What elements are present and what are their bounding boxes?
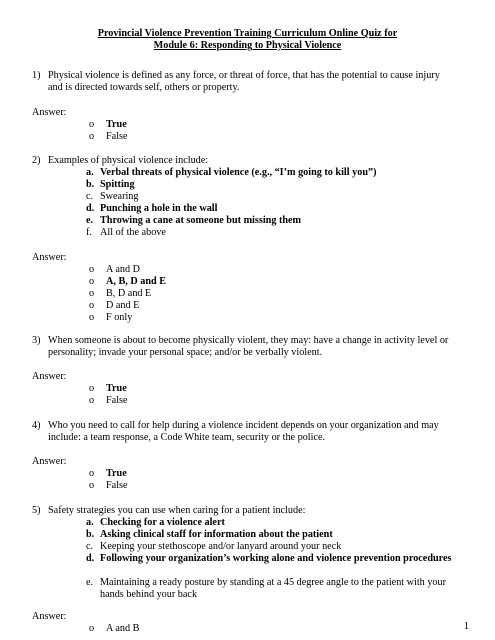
choice-text: Spitting bbox=[100, 179, 135, 190]
choice-text: Verbal threats of physical violence (e.g., “I’m going to kill you”) bbox=[100, 167, 377, 178]
question-5 bbox=[32, 505, 452, 517]
question-text: Physical violence is defined as any force, or threat of force, that has the potential to cause injury and is directed towards self, others or property. bbox=[48, 70, 440, 94]
option-label: True bbox=[106, 468, 127, 479]
option-label: False bbox=[106, 395, 128, 406]
choice-marker: e. bbox=[86, 215, 94, 226]
choice-item bbox=[86, 215, 456, 227]
page-number: 1 bbox=[463, 621, 469, 632]
choice-text: Asking clinical staff for information about the patient bbox=[100, 529, 333, 540]
option-bullet: o bbox=[89, 300, 95, 311]
option-label: False bbox=[106, 480, 128, 491]
choice-item bbox=[86, 167, 456, 179]
choice-marker: a. bbox=[86, 167, 94, 178]
answer-option[interactable] bbox=[89, 312, 132, 324]
answer-option[interactable] bbox=[89, 288, 151, 300]
option-label: F only bbox=[106, 312, 133, 323]
option-bullet: o bbox=[89, 623, 95, 634]
answer-label: Answer: bbox=[32, 611, 67, 622]
choice-text: Checking for a violence alert bbox=[100, 517, 225, 528]
option-label: True bbox=[106, 119, 127, 130]
option-label: A and B bbox=[106, 623, 140, 634]
choice-text: Punching a hole in the wall bbox=[100, 203, 218, 214]
choice-marker: f. bbox=[86, 227, 92, 238]
question-3 bbox=[32, 335, 452, 360]
answer-option[interactable] bbox=[89, 276, 166, 288]
option-label: False bbox=[106, 131, 128, 142]
answer-option[interactable] bbox=[89, 119, 127, 131]
option-bullet: o bbox=[89, 288, 95, 299]
answer-option[interactable] bbox=[89, 264, 140, 276]
document-title-line-1: Provincial Violence Prevention Training Curriculum Online Quiz for bbox=[97, 28, 398, 39]
choice-text: Keeping your stethoscope and/or lanyard around your neck bbox=[100, 541, 342, 552]
question-1 bbox=[32, 70, 452, 95]
choice-text: Throwing a cane at someone but missing them bbox=[100, 215, 302, 226]
choice-item bbox=[86, 529, 456, 541]
answer-option[interactable] bbox=[89, 468, 127, 480]
question-number: 2) bbox=[32, 155, 41, 166]
option-bullet: o bbox=[89, 131, 95, 142]
choice-item bbox=[86, 541, 456, 553]
option-bullet: o bbox=[89, 395, 95, 406]
choice-marker: a. bbox=[86, 517, 94, 528]
option-bullet: o bbox=[89, 480, 95, 491]
choice-item bbox=[86, 179, 456, 191]
choice-text: Swearing bbox=[100, 191, 139, 202]
choice-item bbox=[86, 191, 456, 203]
option-label: D and E bbox=[106, 300, 140, 311]
answer-label: Answer: bbox=[32, 456, 67, 467]
option-label: A and D bbox=[106, 264, 140, 275]
choice-text: Maintaining a ready posture by standing at a 45 degree angle to the patient with your hands behind your back bbox=[100, 577, 446, 601]
choice-marker: e. bbox=[86, 577, 94, 588]
answer-label: Answer: bbox=[32, 371, 67, 382]
choice-marker: c. bbox=[86, 541, 94, 552]
answer-label: Answer: bbox=[32, 252, 67, 263]
question-text: Examples of physical violence include: bbox=[48, 155, 209, 166]
option-label: True bbox=[106, 383, 127, 394]
question-text: Who you need to call for help during a violence incident depends on your organization and may include: a team response, a Code White team, security or the police. bbox=[48, 420, 439, 444]
choice-marker: c. bbox=[86, 191, 94, 202]
answer-option[interactable] bbox=[89, 480, 128, 492]
question-text: When someone is about to become physically violent, they may: have a change in activity level or personality; invade your personal space; and/or be verbally violent. bbox=[48, 335, 449, 359]
option-label: B, D and E bbox=[106, 288, 152, 299]
option-bullet: o bbox=[89, 383, 95, 394]
answer-label: Answer: bbox=[32, 107, 67, 118]
choice-marker: d. bbox=[86, 553, 95, 564]
option-bullet: o bbox=[89, 468, 95, 479]
choice-marker: d. bbox=[86, 203, 95, 214]
question-4 bbox=[32, 420, 452, 445]
question-number: 4) bbox=[32, 420, 41, 431]
question-number: 1) bbox=[32, 70, 41, 81]
answer-option[interactable] bbox=[89, 623, 139, 635]
choice-item bbox=[86, 517, 456, 529]
answer-option[interactable] bbox=[89, 131, 128, 143]
question-text: Safety strategies you can use when caring for a patient include: bbox=[48, 505, 306, 516]
choice-item bbox=[86, 553, 456, 565]
choice-item bbox=[86, 227, 456, 239]
choice-item bbox=[86, 577, 456, 602]
answer-option[interactable] bbox=[89, 395, 128, 407]
choice-marker: b. bbox=[86, 179, 95, 190]
option-bullet: o bbox=[89, 119, 95, 130]
question-number: 5) bbox=[32, 505, 41, 516]
choice-text: Following your organization’s working alone and violence prevention procedures bbox=[100, 553, 452, 564]
choice-text: All of the above bbox=[100, 227, 166, 238]
option-bullet: o bbox=[89, 312, 95, 323]
question-2 bbox=[32, 155, 452, 167]
answer-option[interactable] bbox=[89, 300, 139, 312]
answer-option[interactable] bbox=[89, 383, 127, 395]
choice-marker: b. bbox=[86, 529, 95, 540]
question-number: 3) bbox=[32, 335, 41, 346]
option-label: A, B, D and E bbox=[106, 276, 167, 287]
document-title-line-2: Module 6: Responding to Physical Violence bbox=[153, 40, 342, 51]
option-bullet: o bbox=[89, 264, 95, 275]
option-bullet: o bbox=[89, 276, 95, 287]
choice-item bbox=[86, 203, 456, 215]
